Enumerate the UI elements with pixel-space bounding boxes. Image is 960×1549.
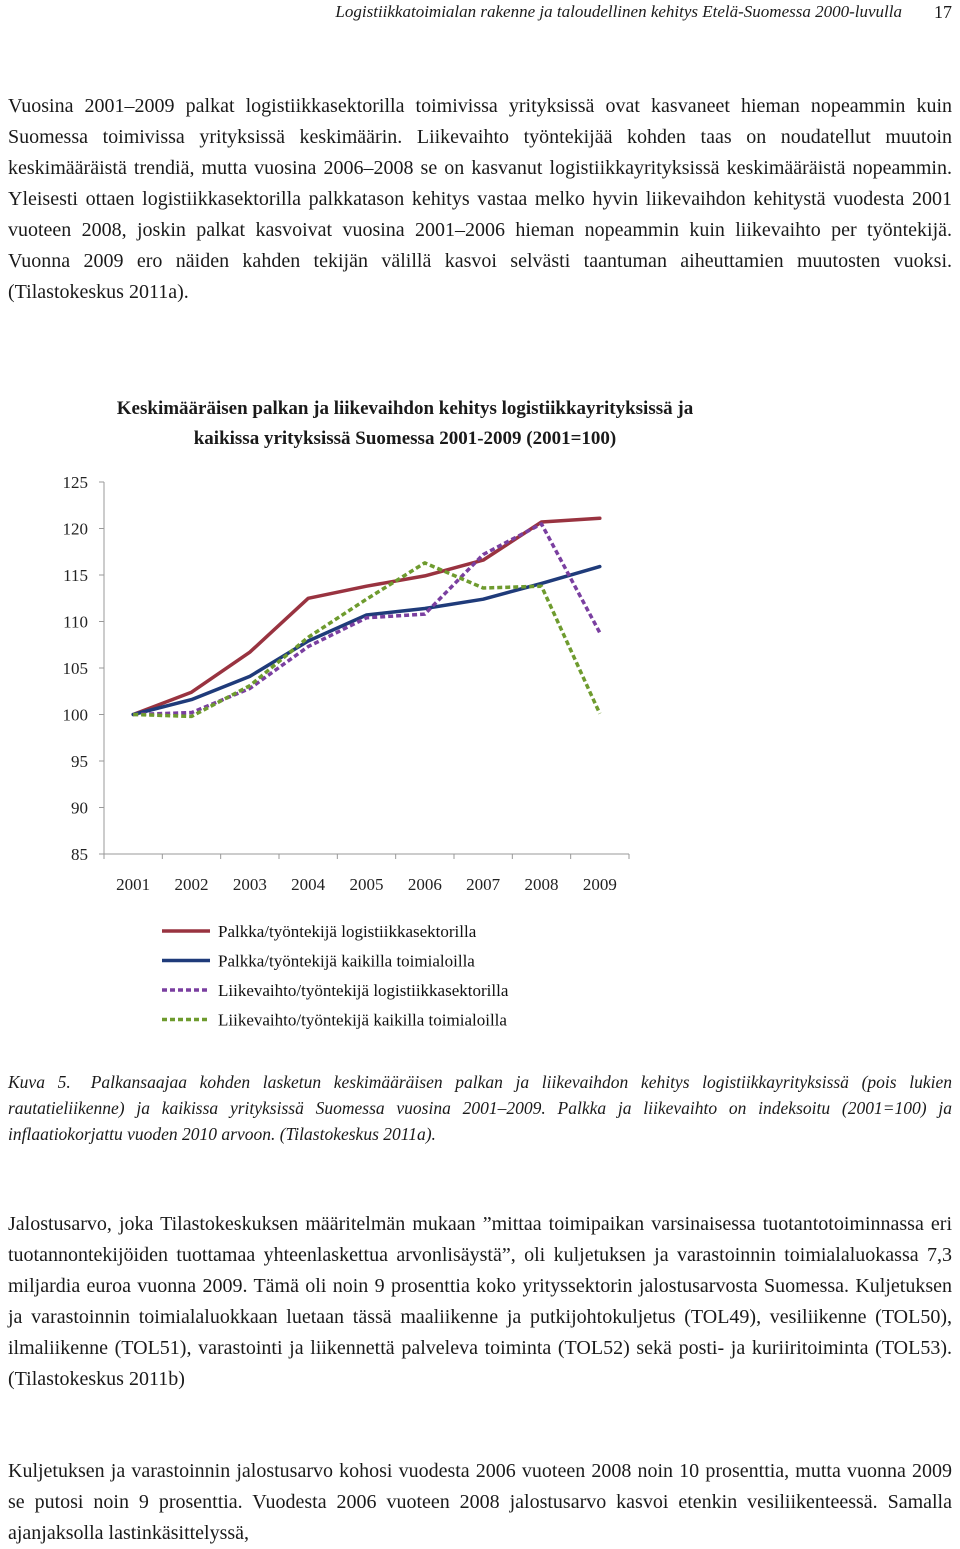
x-tick-label: 2003 [232, 875, 267, 894]
series-line-2 [133, 567, 600, 715]
x-tick-label: 2007 [466, 875, 501, 894]
header-title: Logistiikkatoimialan rakenne ja taloudellinen kehitys Etelä-Suomessa 2000-luvulla [335, 2, 902, 21]
y-tick-label: 120 [62, 519, 88, 539]
chart-series [133, 518, 600, 716]
y-tick-label: 105 [62, 659, 88, 678]
y-tick-label: 85 [71, 845, 88, 864]
y-tick-label: 110 [63, 612, 88, 632]
x-tick-label: 2005 [349, 875, 384, 894]
y-tick-label: 125 [62, 473, 88, 492]
chart-title-line-1: Keskimääräisen palkan ja liikevaihdon kehitys logistiikkayrityksissä ja [116, 398, 694, 419]
caption-label: Kuva 5. [8, 1072, 71, 1092]
y-tick-label: 90 [71, 798, 88, 818]
x-tick-label: 2001 [116, 875, 151, 894]
legend-label-4: Liikevaihto/työntekijä kaikilla toimialoilla [218, 1010, 507, 1030]
caption-text: Palkansaajaa kohden lasketun keskimääräisen palkan ja liikevaihdon kehitys logistiikkayrityksissä (pois lukien rautatieliikenne) ja kaikissa yrityksissä Suomessa vuosina 2001–2009. Palkka ja liikevaihto on indeksoitu (2001=100) ja inflaatiokorjattu vuoden 2010 arvoon. (Tilastokeskus 2011a). [8, 1072, 952, 1144]
legend-label-1: Palkka/työntekijä logistiikkasektorilla [218, 922, 477, 941]
x-tick-label: 2008 [524, 875, 559, 894]
paragraph-2: Jalostusarvo, joka Tilastokeskuksen määritelmän mukaan ”mittaa toimipaikan varsinaisessa tuotantotoiminnassa eri tuotannontekijöiden tuottamaa yhteenlaskettua arvonlisäystä”, oli kuljetuksen ja varastoinnin toimialaluokassa 7,3 miljardia euroa vuonna 2009. Tämä oli noin 9 prosenttia koko yrityssektorin jalostusarvosta Suomessa. Kuljetuksen ja varastoinnin toimialaluokkaan luetaan tässä maaliikenne ja putkijohtokuljetus (TOL49), vesiliikenne (TOL50), ilmaliikenne (TOL51), varastointi ja liikennettä palveleva toiminta (TOL52) sekä posti- ja kuriiritoiminta (TOL53). (Tilastokeskus 2011b) [8, 1213, 952, 1390]
x-tick-label: 2004 [291, 875, 326, 894]
chart-title-line-2: kaikissa yrityksissä Suomessa 2001-2009 (2001=100) [193, 428, 617, 449]
y-tick-label: 95 [71, 752, 88, 771]
figure-caption [8, 1069, 952, 1147]
legend-label-3: Liikevaihto/työntekijä logistiikkasektorilla [218, 981, 509, 1000]
chart-ticks [63, 473, 617, 894]
paragraph-3: Kuljetuksen ja varastoinnin jalostusarvo kohosi vuodesta 2006 vuoteen 2008 noin 10 prosenttia, mutta vuonna 2009 se putosi noin 9 prosenttia. Vuodesta 2006 vuoteen 2008 jalostusarvo kasvoi etenkin vesiliikenteessä. Samalla ajanjaksolla lastinkäsittelyssä, [8, 1460, 952, 1544]
x-tick-label: 2006 [407, 875, 442, 894]
y-tick-label: 100 [62, 705, 88, 725]
line-chart [0, 460, 960, 1060]
chart-legend [162, 922, 509, 1030]
running-header [0, 2, 960, 26]
page-number: 17 [934, 2, 952, 22]
x-tick-label: 2002 [174, 875, 209, 894]
x-tick-label: 2009 [582, 875, 617, 894]
legend-label-2: Palkka/työntekijä kaikilla toimialoilla [218, 951, 475, 971]
y-tick-label: 115 [63, 566, 88, 585]
paragraph-1: Vuosina 2001–2009 palkat logistiikkasektorilla toimivissa yrityksissä ovat kasvaneet hieman nopeammin kuin Suomessa toimivissa yrityksissä keskimäärin. Liikevaihto työntekijää kohden taas on noudatellut muutoin keskimääräistä trendiä, mutta vuosina 2006–2008 se on kasvanut logistiikkayrityksissä keskimääräistä nopeammin. Yleisesti ottaen logistiikkasektorilla palkkatason kehitys vastaa melko hyvin liikevaihdon kehitystä vuodesta 2001 vuoteen 2008, joskin palkat kasvoivat vuosina 2001–2006 hieman nopeammin kuin liikevaihto per työntekijä. Vuonna 2009 ero näiden kahden tekijän välillä kasvoi selvästi taantuman aiheuttamien muutosten vuoksi. (Tilastokeskus 2011a). [8, 95, 952, 303]
